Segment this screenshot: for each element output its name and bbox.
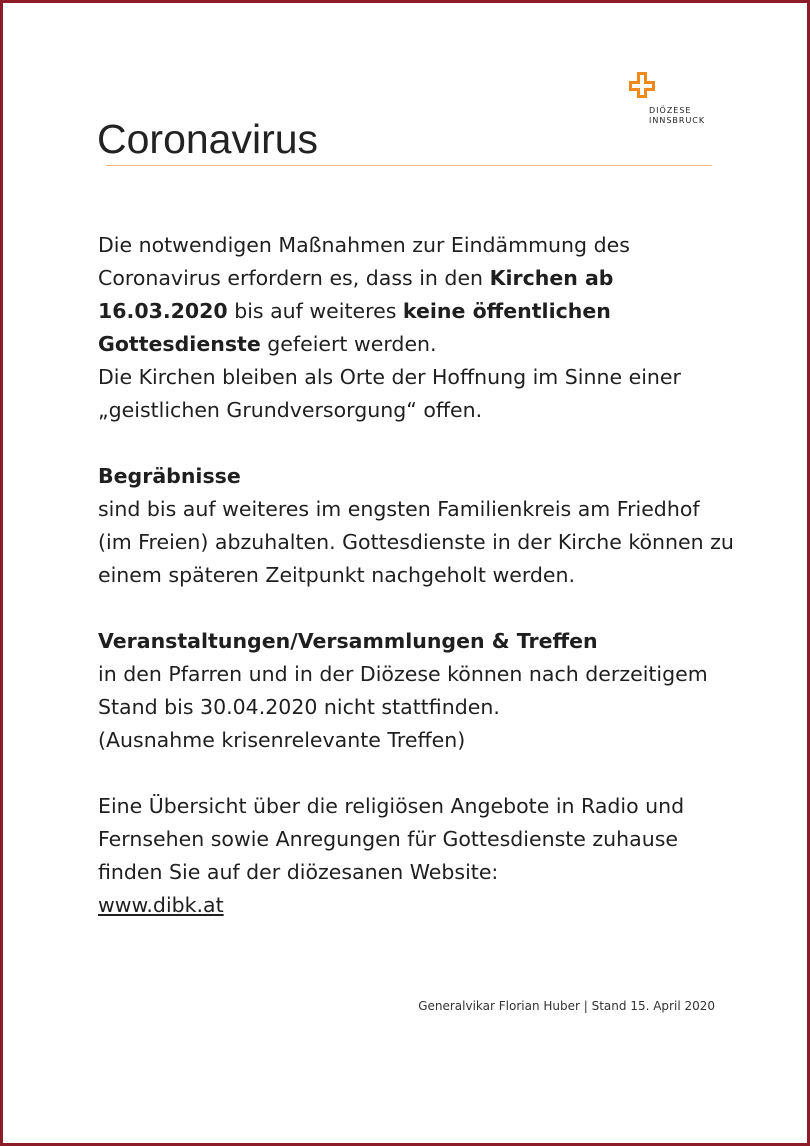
events-heading-text: Veranstaltungen/Versammlungen & Treffen: [98, 629, 598, 653]
burials-heading-text: Begräbnisse: [98, 464, 241, 488]
logo-text: [649, 106, 705, 126]
intro-text-2: bis auf weiteres: [227, 299, 403, 323]
intro-bold-2: keine öffentlichen Gottesdienste: [98, 299, 611, 356]
intro-paragraph-2: Die Kirchen bleiben als Orte der Hoffnung im Sinne einer „geistlichen Grundversorgung“ offen.: [98, 365, 681, 422]
logo-line-2: INNSBRUCK: [649, 116, 706, 125]
overview-text: Eine Übersicht über die religiösen Angebote in Radio und Fernsehen sowie Anregungen für Gottesdienste zuhause finden Sie auf der diözesanen Website:: [98, 794, 685, 884]
website-link[interactable]: www.dibk.at: [98, 893, 224, 917]
intro-paragraph: [98, 229, 738, 361]
page-title: Coronavirus: [97, 116, 319, 162]
intro-text-1: Die notwendigen Maßnahmen zur Eindämmung des Coronavirus erfordern es, dass in den: [98, 233, 630, 290]
events-heading: [98, 625, 738, 658]
events-note: (Ausnahme krisenrelevante Treffen): [98, 728, 466, 752]
dioezese-logo: [629, 72, 729, 132]
intro-bold-1: Kirchen ab 16.03.2020: [98, 266, 614, 323]
burials-heading: [98, 460, 738, 493]
cross-logo-icon: [629, 72, 659, 104]
title-divider: [106, 165, 712, 166]
footer-signature: Generalvikar Florian Huber | Stand 15. April 2020: [418, 999, 715, 1013]
intro-text-3: gefeiert werden.: [260, 332, 437, 356]
burials-text: sind bis auf weiteres im engsten Familienkreis am Friedhof (im Freien) abzuhalten. Gottesdienste in der Kirche können zu einem späteren Zeitpunkt nachgeholt werden.: [98, 497, 734, 587]
logo-line-1: DIÖZESE: [649, 106, 692, 115]
events-text: in den Pfarren und in der Diözese können nach derzeitigem Stand bis 30.04.2020 nicht stattfinden.: [98, 662, 708, 719]
main-content: [98, 229, 738, 922]
